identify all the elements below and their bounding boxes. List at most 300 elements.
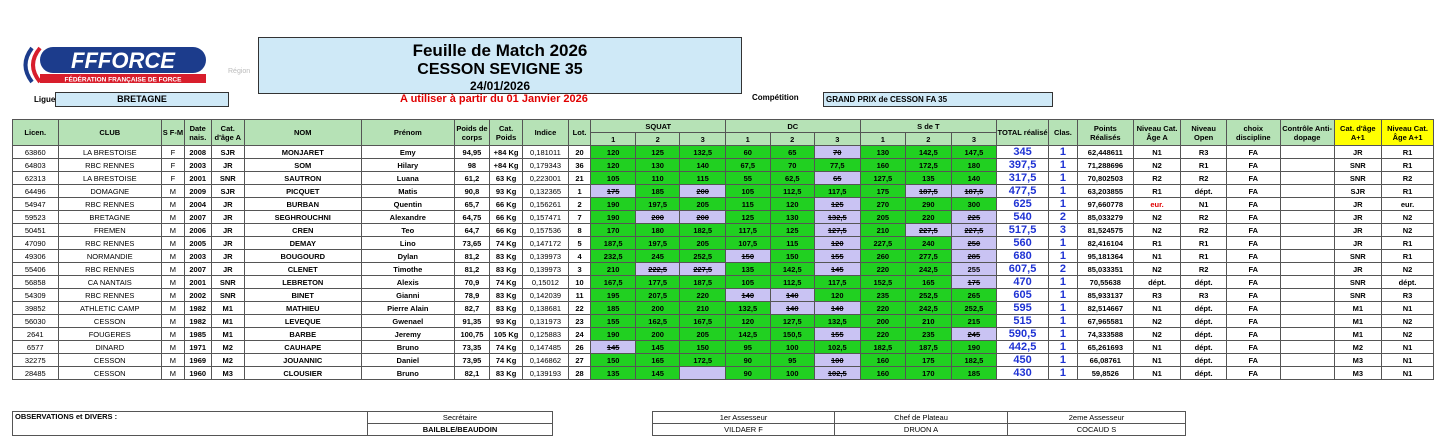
squat-attempt-1: 185 — [591, 302, 636, 315]
cell-licen: 54309 — [13, 289, 59, 302]
cell-lot: 1 — [568, 185, 591, 198]
cell-total: 560 — [997, 237, 1049, 250]
cell-cat-age: M1 — [211, 315, 244, 328]
competition-value: GRAND PRIX de CESSON FA 35 — [823, 92, 1053, 107]
cell-cat-age-a1: SNR — [1334, 276, 1382, 289]
cell-points: 66,08761 — [1077, 354, 1133, 367]
dc-attempt-2: 62,5 — [770, 172, 815, 185]
sdt-attempt-1: 235 — [860, 289, 906, 302]
cell-controle — [1280, 159, 1334, 172]
cell-sexe: M — [162, 328, 185, 341]
cell-club: RBC RENNES — [58, 289, 161, 302]
cell-clas: 1 — [1048, 159, 1077, 172]
dc-attempt-1: 90 — [726, 367, 771, 380]
dc-attempt-3: 65 — [815, 172, 861, 185]
dc-attempt-2: 100 — [770, 367, 815, 380]
sdt-attempt-1: 227,5 — [860, 237, 906, 250]
cell-nom: DEMAY — [244, 237, 361, 250]
cell-choix: FA — [1226, 185, 1280, 198]
cell-points: 97,660778 — [1077, 198, 1133, 211]
cell-lot: 4 — [568, 250, 591, 263]
cell-licen: 56030 — [13, 315, 59, 328]
dc-attempt-1: 120 — [726, 315, 771, 328]
sdt-attempt-1: 175 — [860, 185, 906, 198]
cell-choix: FA — [1226, 224, 1280, 237]
squat-attempt-1: 155 — [591, 315, 636, 328]
dc-attempt-3: 120 — [815, 237, 861, 250]
cell-niveau-age: R3 — [1133, 289, 1181, 302]
cell-prenom: Teo — [361, 224, 454, 237]
cell-clas: 1 — [1048, 315, 1077, 328]
cell-cat-age-a1: M1 — [1334, 315, 1382, 328]
col-controle: Contrôle Anti-dopage — [1280, 120, 1334, 146]
cell-cat-age: M2 — [211, 354, 244, 367]
cell-clas: 2 — [1048, 263, 1077, 276]
cell-controle — [1280, 289, 1334, 302]
cell-niveau-a1: N1 — [1382, 367, 1434, 380]
dc-attempt-1: 105 — [726, 276, 771, 289]
sdt-attempt-1: 152,5 — [860, 276, 906, 289]
dc-attempt-1-header: 1 — [726, 133, 771, 146]
col-points: Points Réalisés — [1077, 120, 1133, 146]
cell-indice: 0,138681 — [523, 302, 569, 315]
col-sdt: S de T — [860, 120, 997, 133]
table-row — [13, 263, 1434, 276]
dc-attempt-1: 60 — [726, 146, 771, 159]
cell-nom: BARBE — [244, 328, 361, 341]
cell-total: 607,5 — [997, 263, 1049, 276]
cell-licen: 50451 — [13, 224, 59, 237]
sdt-attempt-3: 245 — [951, 328, 997, 341]
cell-clas: 1 — [1048, 185, 1077, 198]
cell-nom: BURBAN — [244, 198, 361, 211]
sdt-attempt-2: 252,5 — [906, 289, 952, 302]
cell-clas: 1 — [1048, 237, 1077, 250]
cell-poids: 73,35 — [454, 341, 489, 354]
cell-niveau-age: dépt. — [1133, 276, 1181, 289]
cell-clas: 1 — [1048, 302, 1077, 315]
cell-clas: 1 — [1048, 289, 1077, 302]
assesseur1-label: 1er Assesseur — [653, 412, 835, 424]
squat-attempt-2: 185 — [635, 185, 680, 198]
cell-sexe: M — [162, 341, 185, 354]
cell-sexe: M — [162, 276, 185, 289]
cell-licen: 59523 — [13, 211, 59, 224]
col-dc: DC — [726, 120, 861, 133]
squat-attempt-2: 245 — [635, 250, 680, 263]
cell-cat-age-a1: JR — [1334, 263, 1382, 276]
sdt-attempt-3: 250 — [951, 237, 997, 250]
cell-lot: 5 — [568, 237, 591, 250]
cell-choix: FA — [1226, 263, 1280, 276]
cell-poids: 70,9 — [454, 276, 489, 289]
cell-prenom: Alexis — [361, 276, 454, 289]
cell-nom: CREN — [244, 224, 361, 237]
logo-brand: FFFORCE — [71, 48, 175, 73]
cell-clas: 1 — [1048, 328, 1077, 341]
cell-niveau-age: eur. — [1133, 198, 1181, 211]
cell-indice: 0,131973 — [523, 315, 569, 328]
cell-controle — [1280, 367, 1334, 380]
cell-poids: 90,8 — [454, 185, 489, 198]
cell-indice: 0,142039 — [523, 289, 569, 302]
cell-poids: 73,95 — [454, 354, 489, 367]
squat-attempt-2: 165 — [635, 354, 680, 367]
cell-choix: FA — [1226, 302, 1280, 315]
spacer — [553, 412, 653, 436]
cell-licen: 64803 — [13, 159, 59, 172]
cell-total: 590,5 — [997, 328, 1049, 341]
cell-choix: FA — [1226, 315, 1280, 328]
sdt-attempt-3: 190 — [951, 341, 997, 354]
squat-attempt-2: 197,5 — [635, 237, 680, 250]
squat-attempt-3: 205 — [680, 198, 726, 211]
squat-attempt-1: 105 — [591, 172, 636, 185]
sdt-attempt-3: 285 — [951, 250, 997, 263]
cell-cat-poids: 105 Kg — [490, 328, 523, 341]
cell-lot: 21 — [568, 172, 591, 185]
cell-points: 82,416104 — [1077, 237, 1133, 250]
cell-niveau-open: dépt. — [1181, 276, 1227, 289]
cell-date: 1960 — [184, 367, 211, 380]
squat-attempt-1: 190 — [591, 211, 636, 224]
cell-cat-poids: 83 Kg — [490, 289, 523, 302]
sdt-attempt-2: 220 — [906, 211, 952, 224]
col-cat-age: Cat. d'âge A — [211, 120, 244, 146]
cell-prenom: Quentin — [361, 198, 454, 211]
table-row — [13, 354, 1434, 367]
dc-attempt-2: 150 — [770, 250, 815, 263]
cell-lot: 2 — [568, 198, 591, 211]
cell-cat-poids: 83 Kg — [490, 302, 523, 315]
squat-attempt-3: 220 — [680, 289, 726, 302]
cell-cat-poids: 74 Kg — [490, 354, 523, 367]
dc-attempt-2: 140 — [770, 302, 815, 315]
table-row — [13, 146, 1434, 159]
cell-prenom: Daniel — [361, 354, 454, 367]
squat-attempt-1: 120 — [591, 146, 636, 159]
cell-controle — [1280, 198, 1334, 211]
dc-attempt-2: 112,5 — [770, 185, 815, 198]
sdt-attempt-1: 210 — [860, 224, 906, 237]
cell-lot: 3 — [568, 263, 591, 276]
cell-points: 74,333588 — [1077, 328, 1133, 341]
sdt-attempt-2: 170 — [906, 367, 952, 380]
results-table — [12, 119, 1434, 380]
squat-attempt-3: 182,5 — [680, 224, 726, 237]
dc-attempt-2: 150,5 — [770, 328, 815, 341]
dc-attempt-3: 102,5 — [815, 341, 861, 354]
squat-attempt-2: 177,5 — [635, 276, 680, 289]
cell-total: 517,5 — [997, 224, 1049, 237]
table-row — [13, 250, 1434, 263]
cell-club: CESSON — [58, 354, 161, 367]
squat-attempt-1: 120 — [591, 159, 636, 172]
cell-nom: PICQUET — [244, 185, 361, 198]
cell-niveau-a1: N2 — [1382, 315, 1434, 328]
cell-controle — [1280, 341, 1334, 354]
cell-club: FREMEN — [58, 224, 161, 237]
dc-attempt-1: 142,5 — [726, 328, 771, 341]
col-date: Date nais. — [184, 120, 211, 146]
cell-cat-age: SNR — [211, 289, 244, 302]
sdt-attempt-3-header: 3 — [951, 133, 997, 146]
cell-niveau-a1: R1 — [1382, 159, 1434, 172]
sdt-attempt-3: 252,5 — [951, 302, 997, 315]
cell-licen: 64496 — [13, 185, 59, 198]
sdt-attempt-3: 140 — [951, 172, 997, 185]
cell-club: CESSON — [58, 315, 161, 328]
cell-poids: 81,2 — [454, 263, 489, 276]
sdt-attempt-2: 172,5 — [906, 159, 952, 172]
sdt-attempt-3: 185 — [951, 367, 997, 380]
squat-attempt-3 — [680, 367, 726, 380]
cell-cat-age-a1: SNR — [1334, 172, 1382, 185]
cell-total: 680 — [997, 250, 1049, 263]
sdt-attempt-1: 270 — [860, 198, 906, 211]
cell-niveau-open: R1 — [1181, 237, 1227, 250]
cell-cat-poids: 74 Kg — [490, 341, 523, 354]
cell-total: 605 — [997, 289, 1049, 302]
cell-nom: BINET — [244, 289, 361, 302]
cell-nom: MONJARET — [244, 146, 361, 159]
col-sexe: S F-M — [162, 120, 185, 146]
squat-attempt-2: 222,5 — [635, 263, 680, 276]
squat-attempt-3: 200 — [680, 185, 726, 198]
cell-cat-age: SJR — [211, 185, 244, 198]
sdt-attempt-3: 175 — [951, 276, 997, 289]
squat-attempt-3-header: 3 — [680, 133, 726, 146]
cell-date: 2004 — [184, 198, 211, 211]
cell-cat-age-a1: SNR — [1334, 250, 1382, 263]
cell-cat-age-a1: JR — [1334, 198, 1382, 211]
cell-points: 65,261693 — [1077, 341, 1133, 354]
cell-niveau-a1: N1 — [1382, 341, 1434, 354]
dc-attempt-1: 67,5 — [726, 159, 771, 172]
cell-sexe: M — [162, 237, 185, 250]
cell-niveau-age: R2 — [1133, 172, 1181, 185]
cell-date: 2007 — [184, 263, 211, 276]
cell-choix: FA — [1226, 159, 1280, 172]
assesseur1-value: VILDAER F — [653, 424, 835, 436]
cell-date: 2002 — [184, 289, 211, 302]
cell-niveau-open: dépt. — [1181, 354, 1227, 367]
cell-cat-age: JR — [211, 263, 244, 276]
cell-nom: SAUTRON — [244, 172, 361, 185]
cell-prenom: Gianni — [361, 289, 454, 302]
cell-cat-age: M3 — [211, 367, 244, 380]
cell-niveau-open: R2 — [1181, 211, 1227, 224]
cell-clas: 2 — [1048, 211, 1077, 224]
cell-prenom: Luana — [361, 172, 454, 185]
cell-niveau-a1: N1 — [1382, 302, 1434, 315]
ligue-value: BRETAGNE — [55, 92, 229, 107]
squat-attempt-2: 162,5 — [635, 315, 680, 328]
cell-sexe: M — [162, 224, 185, 237]
cell-niveau-a1: R3 — [1382, 289, 1434, 302]
cell-cat-age: JR — [211, 237, 244, 250]
table-row — [13, 159, 1434, 172]
cell-nom: CAUHAPE — [244, 341, 361, 354]
cell-poids: 81,2 — [454, 250, 489, 263]
cell-choix: FA — [1226, 198, 1280, 211]
cell-sexe: M — [162, 198, 185, 211]
cell-cat-age: JR — [211, 250, 244, 263]
assesseur2-label: 2eme Assesseur — [1008, 412, 1186, 424]
cell-sexe: F — [162, 159, 185, 172]
dc-attempt-3: 127,5 — [815, 224, 861, 237]
squat-attempt-1: 175 — [591, 185, 636, 198]
table-row — [13, 302, 1434, 315]
cell-choix: FA — [1226, 172, 1280, 185]
cell-sexe: M — [162, 315, 185, 328]
chef-value: DRUON A — [835, 424, 1008, 436]
competition-label: Compétition — [752, 93, 799, 102]
cell-total: 540 — [997, 211, 1049, 224]
squat-attempt-2: 200 — [635, 302, 680, 315]
results-body — [13, 146, 1434, 380]
cell-total: 515 — [997, 315, 1049, 328]
dc-attempt-2: 140 — [770, 289, 815, 302]
sdt-attempt-3: 227,5 — [951, 224, 997, 237]
cell-date: 2007 — [184, 211, 211, 224]
cell-cat-poids: 93 Kg — [490, 315, 523, 328]
secretaire-value: BAILBLE/BEAUDOIN — [368, 424, 553, 436]
col-nom: NOM — [244, 120, 361, 146]
cell-points: 95,181364 — [1077, 250, 1133, 263]
col-total: TOTAL réalisé — [997, 120, 1049, 146]
cell-lot: 27 — [568, 354, 591, 367]
cell-niveau-age: N1 — [1133, 302, 1181, 315]
cell-cat-age: JR — [211, 159, 244, 172]
cell-poids: 73,65 — [454, 237, 489, 250]
ffforce-logo — [22, 44, 212, 86]
cell-lot: 28 — [568, 367, 591, 380]
cell-niveau-age: R1 — [1133, 185, 1181, 198]
cell-poids: 64,7 — [454, 224, 489, 237]
cell-cat-age-a1: M1 — [1334, 302, 1382, 315]
squat-attempt-1: 210 — [591, 263, 636, 276]
sdt-attempt-3: 255 — [951, 263, 997, 276]
cell-cat-poids: 66 Kg — [490, 211, 523, 224]
cell-niveau-a1: R1 — [1382, 146, 1434, 159]
cell-lot: 23 — [568, 315, 591, 328]
col-poids: Poids de corps — [454, 120, 489, 146]
cell-clas: 1 — [1048, 250, 1077, 263]
sdt-attempt-1: 220 — [860, 263, 906, 276]
cell-niveau-open: R3 — [1181, 289, 1227, 302]
sdt-attempt-2-header: 2 — [906, 133, 952, 146]
table-row — [13, 328, 1434, 341]
cell-points: 85,033279 — [1077, 211, 1133, 224]
squat-attempt-2: 180 — [635, 224, 680, 237]
cell-points: 81,524575 — [1077, 224, 1133, 237]
cell-points: 67,965581 — [1077, 315, 1133, 328]
dc-attempt-3: 120 — [815, 289, 861, 302]
cell-indice: 0,157471 — [523, 211, 569, 224]
cell-niveau-age: N1 — [1133, 146, 1181, 159]
dc-attempt-2: 125 — [770, 224, 815, 237]
cell-nom: CLENET — [244, 263, 361, 276]
cell-total: 450 — [997, 354, 1049, 367]
cell-licen: 39852 — [13, 302, 59, 315]
squat-attempt-3: 227,5 — [680, 263, 726, 276]
spacer-end — [1186, 412, 1410, 436]
cell-sexe: M — [162, 250, 185, 263]
cell-date: 2005 — [184, 237, 211, 250]
cell-cat-age: JR — [211, 224, 244, 237]
cell-indice: 0,181011 — [523, 146, 569, 159]
cell-licen: 55406 — [13, 263, 59, 276]
squat-attempt-3: 210 — [680, 302, 726, 315]
squat-attempt-3: 115 — [680, 172, 726, 185]
squat-attempt-1: 145 — [591, 341, 636, 354]
cell-controle — [1280, 354, 1334, 367]
cell-prenom: Timothe — [361, 263, 454, 276]
cell-cat-age: SJR — [211, 146, 244, 159]
squat-attempt-1: 195 — [591, 289, 636, 302]
col-niveau-a1: Niveau Cat. Âge A+1 — [1382, 120, 1434, 146]
cell-cat-poids: 83 Kg — [490, 367, 523, 380]
cell-sexe: M — [162, 185, 185, 198]
cell-choix: FA — [1226, 146, 1280, 159]
cell-cat-age-a1: SJR — [1334, 185, 1382, 198]
col-cat-poids: Cat. Poids — [490, 120, 523, 146]
cell-club: FOUGERES — [58, 328, 161, 341]
table-row — [13, 224, 1434, 237]
sdt-attempt-1: 220 — [860, 302, 906, 315]
cell-club: DOMAGNE — [58, 185, 161, 198]
cell-cat-poids: 83 Kg — [490, 263, 523, 276]
sdt-attempt-3: 187,5 — [951, 185, 997, 198]
dc-attempt-1: 115 — [726, 198, 771, 211]
table-row — [13, 211, 1434, 224]
cell-clas: 1 — [1048, 198, 1077, 211]
cell-indice: 0,139973 — [523, 263, 569, 276]
dc-attempt-2: 130 — [770, 211, 815, 224]
cell-prenom: Bruno — [361, 367, 454, 380]
cell-controle — [1280, 263, 1334, 276]
cell-cat-poids: 66 Kg — [490, 224, 523, 237]
cell-niveau-age: N2 — [1133, 263, 1181, 276]
cell-cat-age-a1: SNR — [1334, 159, 1382, 172]
sdt-attempt-2: 235 — [906, 328, 952, 341]
cell-licen: 2641 — [13, 328, 59, 341]
cell-cat-age-a1: JR — [1334, 237, 1382, 250]
cell-total: 317,5 — [997, 172, 1049, 185]
dc-attempt-1: 132,5 — [726, 302, 771, 315]
cell-poids: 82,7 — [454, 302, 489, 315]
dc-attempt-1: 140 — [726, 289, 771, 302]
squat-attempt-1: 150 — [591, 354, 636, 367]
sdt-attempt-1: 220 — [860, 328, 906, 341]
cell-club: BRETAGNE — [58, 211, 161, 224]
cell-sexe: M — [162, 354, 185, 367]
cell-licen: 54947 — [13, 198, 59, 211]
logo-subtitle: FÉDÉRATION FRANÇAISE DE FORCE — [64, 76, 182, 84]
cell-lot: 10 — [568, 276, 591, 289]
cell-niveau-a1: dépt. — [1382, 276, 1434, 289]
cell-points: 85,933137 — [1077, 289, 1133, 302]
cell-niveau-age: N2 — [1133, 159, 1181, 172]
cell-points: 62,448611 — [1077, 146, 1133, 159]
cell-cat-age-a1: SNR — [1334, 289, 1382, 302]
sdt-attempt-1: 160 — [860, 354, 906, 367]
cell-controle — [1280, 302, 1334, 315]
squat-attempt-1: 170 — [591, 224, 636, 237]
cell-poids: 65,7 — [454, 198, 489, 211]
cell-niveau-a1: R1 — [1382, 185, 1434, 198]
